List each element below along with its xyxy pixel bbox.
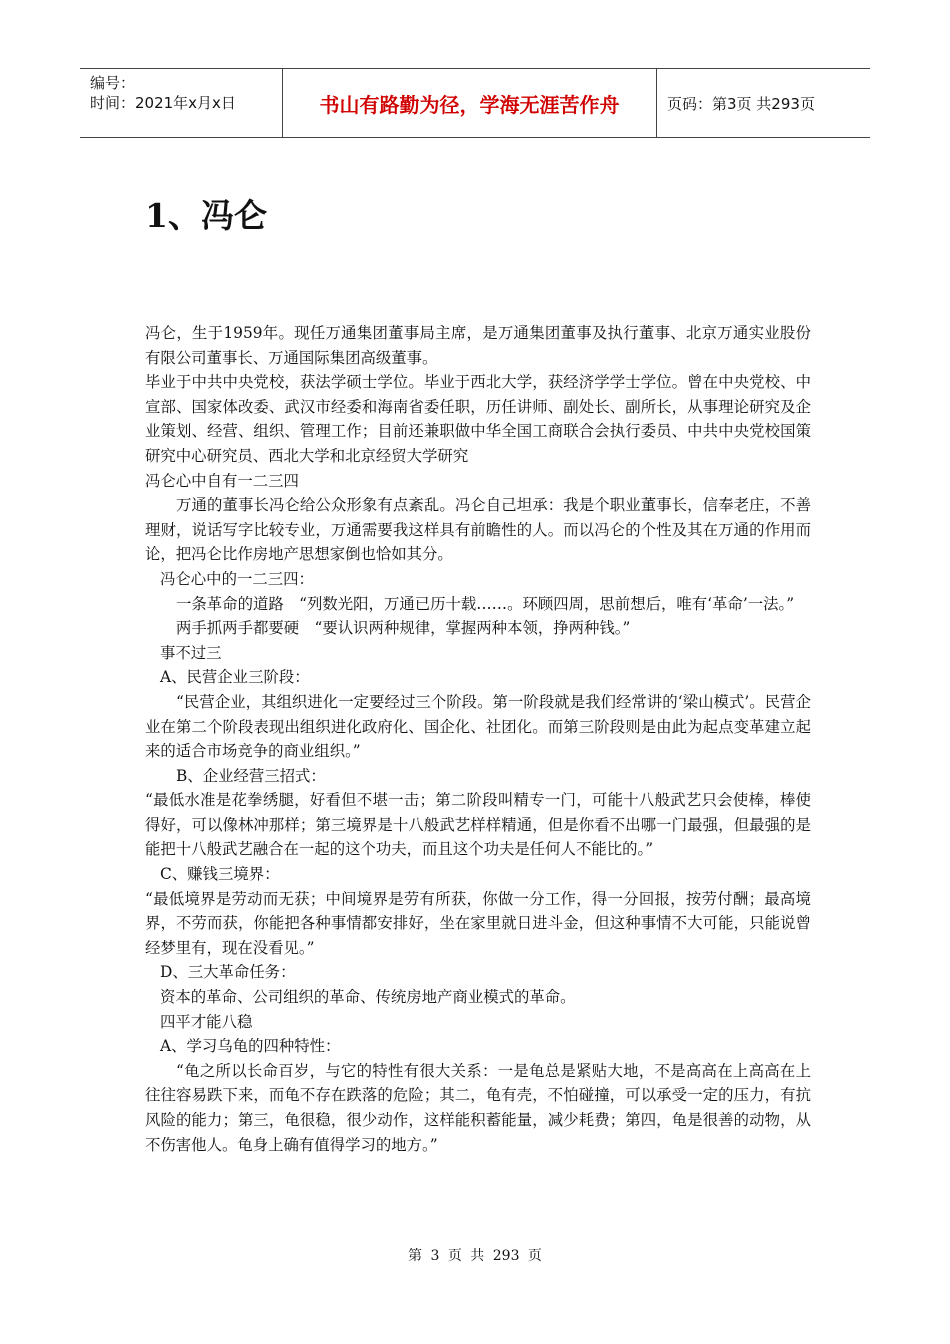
paragraph: C、赚钱三境界：	[160, 865, 280, 884]
header-motto: 书山有路勤为径，学海无涯苦作舟	[283, 69, 657, 137]
section-title: 1、冯仑	[145, 196, 267, 235]
paragraph: A、学习乌龟的四种特性：	[160, 1037, 341, 1056]
header-page-info: 页码：第3页 共293页	[667, 94, 815, 113]
paragraph: “最低水准是花拳绣腿，好看但不堪一击；第二阶段叫精专一门，可能十八般武艺只会使棒，棒使得好，可以像林冲那样；第三境界是十八般武艺样样精通，但是你看不出哪一门最强，但最强的是能把十八般武艺融合在一起的这个功夫，而且这个功夫是任何人不能比的。”	[145, 791, 811, 859]
header-info-cell	[80, 69, 283, 137]
paragraph: “龟之所以长命百岁，与它的特性有很大关系：一是龟总是紧贴大地，不是高高在上高高在上往往容易跌下来，而龟不存在跌落的危险；其二，龟有壳，不怕碰撞，可以承受一定的压力，有抗风险的能力；第三，龟很稳，很少动作，这样能积蓄能量，减少耗费；第四，龟是很善的动物，从不伤害他人。龟身上确有值得学习的地方。”	[145, 1061, 811, 1154]
paragraph: 万通的董事长冯仑给公众形象有点紊乱。冯仑自己坦承：我是个职业董事长，信奉老庄，不善理财，说话写字比较专业，万通需要我这样具有前瞻性的人。而以冯仑的个性及其在万通的作用而论，把冯仑比作房地产思想家倒也恰如其分。	[145, 496, 811, 564]
page-footer: 第 3 页 共 293 页	[408, 1248, 542, 1264]
document-date: 时间：2021年x月x日	[90, 94, 236, 112]
paragraph: 四平才能八稳	[160, 1012, 253, 1031]
paragraph: 冯仑，生于1959年。现任万通集团董事局主席，是万通集团董事及执行董事、北京万通实业股份有限公司董事长、万通国际集团高级董事。	[145, 324, 811, 367]
paragraph: 一条革命的道路 “列数光阳，万通已历十载……。环顾四周，思前想后，唯有‘革命’一法。”	[176, 594, 795, 613]
paragraph: “民营企业，其组织进化一定要经过三个阶段。第一阶段就是我们经常讲的‘梁山模式’。民营企业在第二个阶段表现出组织进化政府化、国企化、社团化。而第三阶段则是由此为起点变革建立起来的适合市场竞争的商业组织。”	[145, 692, 811, 761]
paragraph: 资本的革命、公司组织的革命、传统房地产商业模式的革命。	[160, 988, 576, 1007]
paragraph: D、三大革命任务：	[160, 963, 296, 982]
page-header	[80, 68, 870, 138]
paragraph: 冯仑心中的一二三四：	[160, 569, 314, 588]
paragraph: 冯仑心中自有一二三四	[145, 471, 299, 490]
paragraph: A、民营企业三阶段：	[160, 668, 310, 687]
paragraph: 两手抓两手都要硬 “要认识两种规律，掌握两种本领，挣两种钱。”	[176, 619, 631, 638]
paragraph: 事不过三	[160, 643, 222, 662]
body-text	[145, 321, 811, 1157]
document-number-label: 编号：	[90, 74, 136, 92]
paragraph: B、企业经营三招式：	[176, 766, 326, 785]
paragraph: “最低境界是劳动而无获；中间境界是劳有所获，你做一分工作，得一分回报，按劳付酬；最高境界，不劳而获，你能把各种事情都安排好，坐在家里就日进斗金，但这种事情不大可能，只能说曾经梦里有，现在没看见。”	[145, 889, 811, 957]
paragraph: 毕业于中共中央党校，获法学硕士学位。毕业于西北大学，获经济学学士学位。曾在中央党校、中宣部、国家体改委、武汉市经委和海南省委任职，历任讲师、副处长、副所长，从事理论研究及企业策划、经营、组织、管理工作；目前还兼职做中华全国工商联合会执行委员、中共中央党校国策研究中心研究员、西北大学和北京经贸大学研究	[145, 373, 811, 465]
